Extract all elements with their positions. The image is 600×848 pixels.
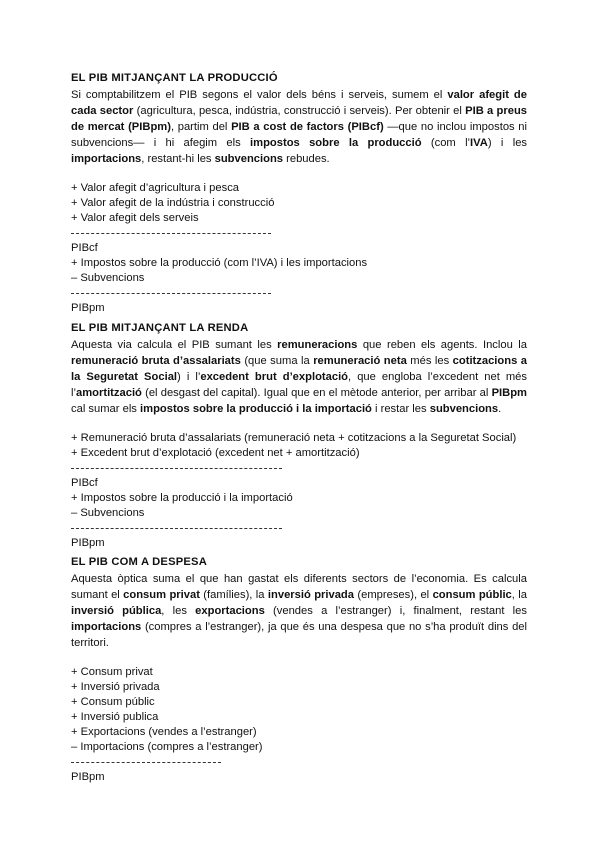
text-run: , partim del xyxy=(170,121,232,133)
bold-term: inversió pública xyxy=(71,605,162,617)
separator-line xyxy=(71,226,527,241)
list-item: – Subvencions xyxy=(71,272,145,284)
list-item: + Consum públic xyxy=(71,696,155,708)
separator-line xyxy=(71,461,527,476)
separator-line xyxy=(71,286,527,301)
text-run: , que engloba l’excedent net més l’ xyxy=(71,371,527,399)
bold-term: remuneració bruta d’assalariats xyxy=(71,355,241,367)
bold-term: importacions xyxy=(71,153,142,165)
bold-term: consum privat xyxy=(123,589,200,601)
text-run: (compres a l’estranger), ja que és una despesa que no s’ha produït dins del territori. xyxy=(71,621,527,649)
bold-term: inversió privada xyxy=(267,589,354,601)
section-title: EL PIB MITJANÇANT LA PRODUCCIÓ xyxy=(71,72,278,84)
section-expenditure xyxy=(71,555,527,785)
bold-term: subvencions xyxy=(429,403,499,415)
text-run: Aquesta via calcula el PIB sumant les xyxy=(71,339,278,351)
text-run: (com l’ xyxy=(421,137,471,149)
calculation-list xyxy=(71,431,527,551)
text-run: (que suma la xyxy=(240,355,314,367)
list-item: + Consum privat xyxy=(71,666,153,678)
list-item: PIBcf xyxy=(71,242,98,254)
list-item: – Subvencions xyxy=(71,507,145,519)
bold-term: PIB a cost de factors (PIBcf) xyxy=(231,121,384,133)
text-run: més les xyxy=(406,355,453,367)
list-item: + Remuneració bruta d’assalariats (remuneració neta + cotitzacions a la Seguretat Social) xyxy=(71,432,517,444)
bold-term: subvencions xyxy=(214,153,284,165)
bold-term: remuneració neta xyxy=(313,355,407,367)
calculation-list xyxy=(71,665,527,785)
section-paragraph xyxy=(71,87,527,167)
list-item: PIBpm xyxy=(71,537,105,549)
bold-term: PIB a preus de mercat (PIBpm) xyxy=(71,105,528,133)
list-item: + Valor afegit dels serveis xyxy=(71,212,199,224)
text-run: (empreses), el xyxy=(354,589,433,601)
list-item: + Inversió privada xyxy=(71,681,160,693)
bold-term: amortització xyxy=(75,387,142,399)
text-run: , restant-hi les xyxy=(141,153,215,165)
section-title: EL PIB COM A DESPESA xyxy=(71,556,207,568)
text-run: cal sumar els xyxy=(71,403,141,415)
section-paragraph xyxy=(71,337,527,417)
text-run: Aquesta òptica suma el que han gastat els diferents sectors de l’economia. Es calcula sumant el xyxy=(71,573,527,601)
bold-term: exportacions xyxy=(195,605,265,617)
text-run: (vendes a l’estranger) i, finalment, restant les xyxy=(264,605,527,617)
bold-term: excedent brut d’explotació xyxy=(200,371,349,383)
section-income xyxy=(71,321,527,551)
text-run: (agricultura, pesca, indústria, construcció i serveis). Per obtenir el xyxy=(133,105,466,117)
list-item: + Inversió publica xyxy=(71,711,159,723)
list-item: PIBcf xyxy=(71,477,98,489)
text-run: que reben els agents. Inclou la xyxy=(357,339,527,351)
bold-term: consum públic xyxy=(432,589,512,601)
list-item: – Importacions (compres a l’estranger) xyxy=(71,741,263,753)
text-run: (el desgast del capital). Igual que en el mètode anterior, per arribar al xyxy=(141,387,492,399)
text-run: . xyxy=(498,403,502,415)
section-paragraph xyxy=(71,571,527,651)
section-title: EL PIB MITJANÇANT LA RENDA xyxy=(71,322,249,334)
text-run: Si comptabilitzem el PIB segons el valor dels béns i serveis, sumem el xyxy=(71,89,448,101)
separator-line xyxy=(71,521,527,536)
list-item: PIBpm xyxy=(71,302,105,314)
text-run: rebudes. xyxy=(283,153,330,165)
separator-line xyxy=(71,755,527,770)
text-run: , les xyxy=(161,605,196,617)
list-item: + Valor afegit de la indústria i construcció xyxy=(71,197,275,209)
list-item: + Excedent brut d’explotació (excedent net + amortització) xyxy=(71,447,360,459)
text-run: i restar les xyxy=(371,403,430,415)
list-item: + Impostos sobre la producció i la importació xyxy=(71,492,293,504)
list-item: + Exportacions (vendes a l’estranger) xyxy=(71,726,257,738)
bold-term: valor afegit de cada sector xyxy=(71,89,527,117)
bold-term: IVA xyxy=(470,137,488,149)
list-item: + Impostos sobre la producció (com l’IVA) i les importacions xyxy=(71,257,368,269)
bold-term: remuneracions xyxy=(277,339,358,351)
bold-term: impostos sobre la producció i la importació xyxy=(140,403,372,415)
list-item: + Valor afegit d’agricultura i pesca xyxy=(71,182,240,194)
bold-term: PIBpm xyxy=(491,387,527,399)
bold-term: importacions xyxy=(71,621,142,633)
text-run: ) i l’ xyxy=(177,371,201,383)
text-run: (famílies), la xyxy=(199,589,268,601)
list-item: PIBpm xyxy=(71,771,105,783)
text-run: , la xyxy=(511,589,527,601)
calculation-list xyxy=(71,181,527,316)
text-run: ) i les xyxy=(487,137,528,149)
bold-term: cotitzacions a la Seguretat Social xyxy=(71,355,527,383)
bold-term: impostos sobre la producció xyxy=(250,137,422,149)
section-production xyxy=(71,71,527,316)
text-run: —que no inclou impostos ni subvencions— i hi afegim els xyxy=(71,121,528,149)
